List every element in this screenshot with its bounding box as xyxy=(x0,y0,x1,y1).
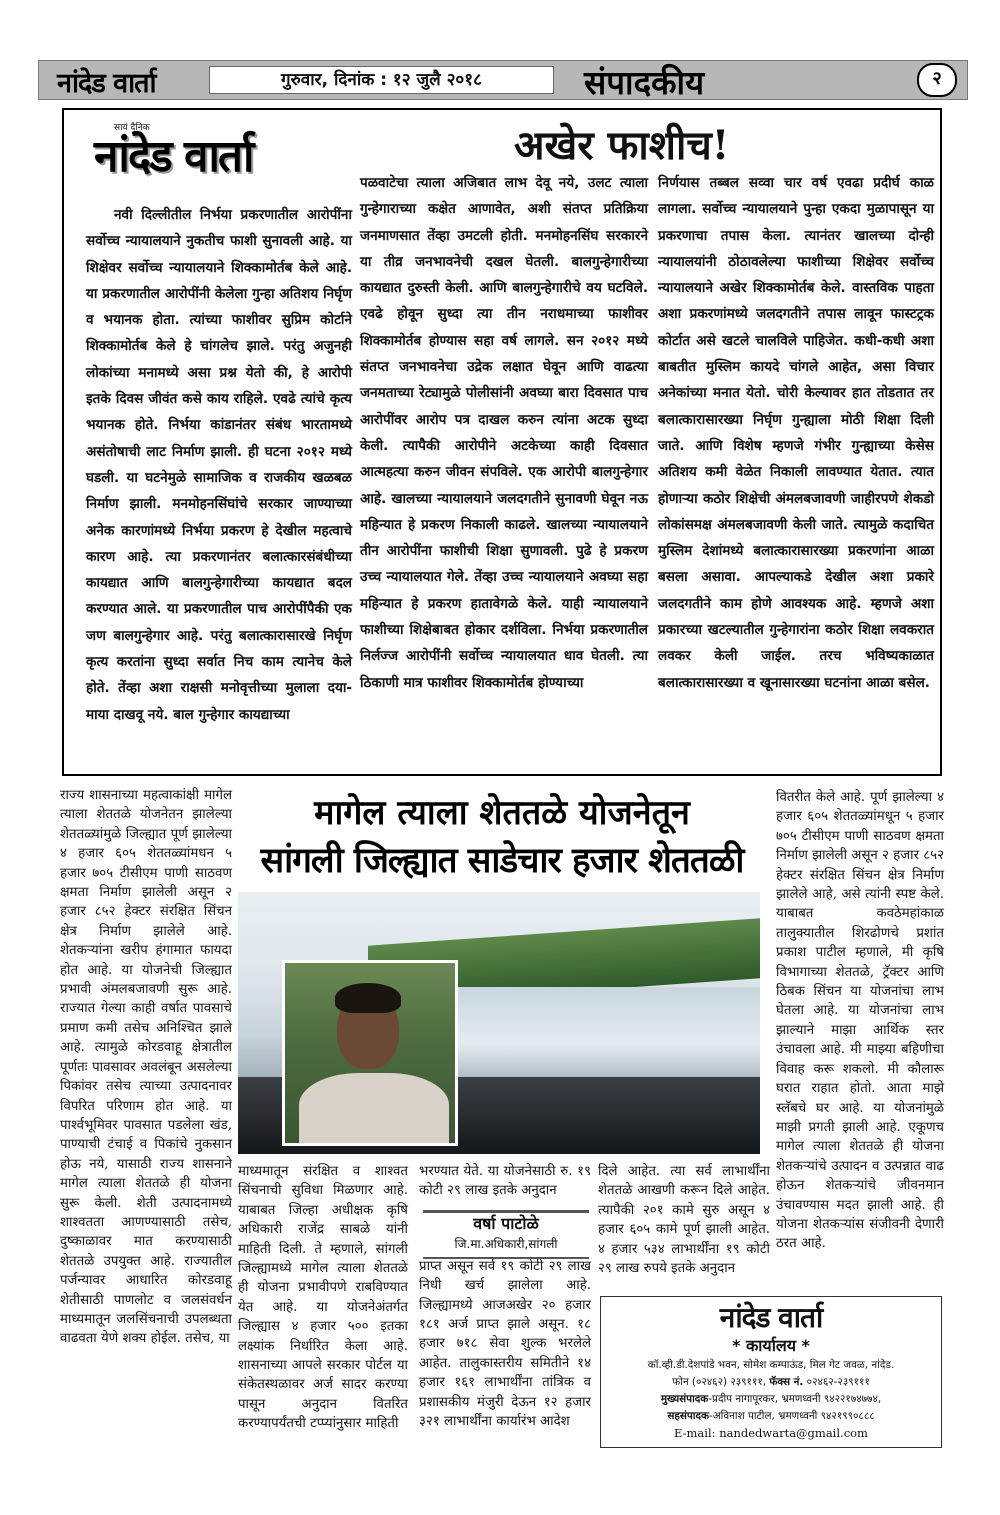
editorial-title: अखेर फाशीच! xyxy=(514,122,730,169)
office-heading: * कार्यालय * xyxy=(732,1336,810,1355)
editor-name: -प्रदीप नागापूरकर, भ्रमणध्वनी ९४२२१७४७७४, xyxy=(708,1393,882,1405)
header-strip xyxy=(38,60,968,100)
article-byline xyxy=(423,1210,589,1259)
editorial-text: पळवाटेचा त्याला अजिबात लाभ देवू नये, उलट त्याला गुन्हेगाराच्या कक्षेत आणावेत, अशी संतप्त प्रतिक्रिया जनमाणसात तेंव्हा उमटली होती. मनमोहनसिंघ सरकारने या तीव्र जनभावनेची दखल घेतली. बालगुन्हेगारीच्या कायद्यात दुरुस्ती केली. आणि बालगुन्हेगारीचे वय घटविले. एवढे होवून सुध्दा त्या तीन नराधमाच्या फाशीवर शिक्कामोर्तब होण्यास सहा वर्ष लागले. सन २०१२ मध्ये संतप्त जनभावनेचा उद्रेक लक्षात घेवून आणि वाढत्या जनमताच्या रेट्यामुळे पोलीसांनी अवघ्या बारा दिवसात पाच आरोपींवर आरोप पत्र दाखल करुन त्यांना अटक सुध्दा केली. त्यापैकी आरोपीने अटकेच्या काही दिवसात आत्महत्या करुन जीवन संपविले. एक आरोपी बालगुन्हेगार आहे. खालच्या न्यायालयाने जलदगतीने सुनावणी घेवून नऊ महिन्यात हे प्रकरण निकाली काढले. खालच्या न्यायालयाने तीन आरोपींना फाशीची शिक्षा सुणावली. पुढे हे प्रकरण उच्च न्यायालयात गेले. तेंव्हा उच्च न्यायालयाने अवघ्या सहा महिन्यात हे प्रकरण हातावेगळे केले. याही न्यायालयाने फाशीच्या शिक्षेबाबत होकार दर्शविला. निर्भया प्रकरणातील निर्लज्ज आरोपींनी सर्वोच्च न्यायालयात धाव घेतली. त्या ठिकाणी मात्र फाशीवर शिक्कामोर्तब होण्याच्या xyxy=(360,175,648,691)
office-logo: नांदेड वार्ता xyxy=(719,1301,823,1334)
coeditor-name: -अविनाश पाटील, भ्रमणध्वनी ९४२१९९०८८८ xyxy=(708,1410,875,1422)
article-text: माध्यमातून संरक्षित व शाश्वत सिंचनाची सुविधा मिळणार आहे. याबाबत जिल्हा अधीक्षक कृषि अधिकारी राजेंद्र साबळे यांनी माहिती दिली. ते म्हणाले, सांगली जिल्ह्यामध्ये मागेल त्याला शेततळे ही योजना प्रभावीपणे राबविण्यात येत आहे. या योजनेअंतर्गत जिल्ह्यास ४ हजार ५०० इतका लक्ष्यांक निर्धारित केला आहे. शासनाच्या आपले सरकार पोर्टल या संकेतस्थळावर अर्ज सादर करण्या पासून अनुदान वितरित करण्यापर्यंतची टप्प्यांनुसार माहिती xyxy=(238,1164,408,1432)
editorial-text: निर्णयास तब्बल सव्वा चार वर्ष एवढा प्रदीर्घ काळ लागला. सर्वोच्च न्यायालयाने पुन्हा एकदा मुळापासून या प्रकरणाचा तपास केला. त्यानंतर खालच्या दोन्ही न्यायालयांनी ठोठावलेल्या फाशीच्या शिक्षेवर सर्वोच्च न्यायालयाने अखेर शिक्कामोर्तब केले. वास्तविक पाहता अशा प्रकरणांमध्ये जलदगतीने तपास लावून फास्टट्रक कोर्टात असे खटले चालविले पाहिजेत. कधी-कधी अशा बाबतीत मुस्लिम कायदे चांगले आहेत, असा विचार अनेकांच्या मनात येतो. चोरी केल्यावर हात तोडतात तर बलात्कारासारख्या निर्घृण गुन्ह्याला मोठी शिक्षा दिली जाते. आणि विशेष म्हणजे गंभीर गुन्ह्याच्या केसेस अतिशय कमी वेळेत निकाली लावण्यात येतात. त्यात होणाऱ्या कठोर शिक्षेची अंमलबजावणी जाहीरपणे शेकडो लोकांसमक्ष अंमलबजावणी केली जाते. त्यामुळे कदाचित मुस्लिम देशांमध्ये बलात्कारासारख्या प्रकरणांना आळा बसला असावा. आपल्याकडे देखील अशा प्रकारे जलदगतीने काम होणे आवश्यक आहे. म्हणजे अशा प्रकारच्या खटल्यातील गुन्हेगारांना कठोर शिक्षा लवकरात लवकर केली जाईल. तरच भविष्यकाळात बलात्कारासारख्या व खूनासारख्या घटनांना आळा बसेल. xyxy=(658,175,934,691)
office-coeditor-line xyxy=(601,1408,941,1425)
article-text: प्राप्त असून सर्व १९ कोटी २९ लाख निधी खर्च झालेला आहे. जिल्ह्यामध्ये आजअखेर २० हजार १८१ अर्ज प्राप्त झाले असून. १८ हजार ७१८ सेवा शुल्क भरलेले आहेत. तालुकास्तरीय समितीने १४ हजार १६१ लाभार्थींना तांत्रिक व प्रशासकीय मंजुरी देऊन १२ हजार ३२१ लाभार्थींना कार्यारंभ आदेश xyxy=(419,1258,591,1430)
phone-number: (०२४६२) २३९१११, xyxy=(691,1376,767,1388)
article-headline-line2: सांगली जिल्ह्यात साडेचार हजार शेततळी xyxy=(260,841,744,881)
office-address: कॉ.व्ही.डी.देशपांडे भवन, सोमेश कम्पाऊंड, मिल गेट जवळ, नांदेड. xyxy=(647,1359,895,1371)
office-info-box xyxy=(600,1296,942,1448)
page-number: २ xyxy=(917,63,957,97)
article-text: वितरीत केले आहे. पूर्ण झालेल्या ४ हजार ६०५ शेततळ्यांमधून ५ हजार ७०५ टीसीएम पाणी साठवण क्षमता निर्माण झालेली असून २ हजार ८५२ हेक्टर संरक्षित सिंचन क्षेत्र निर्माण झालेले आहे, असे त्यांनी स्पष्ट केले. याबाबत कवठेमहांकाळ तालुक्यातील शिरढोणचे प्रशांत प्रकाश पाटील म्हणाले, मी कृषि विभागाच्या शेततळे, ट्रॅक्टर आणि ठिबक सिंचन या योजनांचा लाभ घेतला आहे. या योजनांचा लाभ झाल्याने माझा आर्थिक स्तर उंचावला आहे. मी माझ्या बहिणीचा विवाह करू शकलो. मी कौलारू घरात राहात होतो. आता माझे स्लॅबचे घर आहे. या योजनांमुळे माझी प्रगती झाली आहे. एकूणच मागेल त्याला शेततळे ही योजना शेतकऱ्यांचे उत्पादन व उत्पन्नात वाढ होऊन शेतकऱ्यांचे जीवनमान उंचावण्यास मदत झाली आहे. ही योजना शेतकऱ्यांस संजीवनी देणारी ठरत आहे. xyxy=(776,790,944,1252)
office-email-line xyxy=(601,1425,941,1442)
masthead-logo: नांदेड वार्ता xyxy=(94,131,253,182)
editorial-column-1 xyxy=(86,202,352,728)
article-column-left xyxy=(60,786,232,1349)
editorial-column-2 xyxy=(360,170,648,696)
editorial-column-3 xyxy=(658,170,934,696)
coeditor-label: सहसंपादक xyxy=(667,1410,709,1422)
email-address: nandedwarta@gmail.com xyxy=(719,1426,868,1440)
editor-label: मुख्यसंपादक xyxy=(660,1393,709,1405)
article-text: भरण्यात येते. या योजनेसाठी रु. १९ कोटी २९ लाख इतके अनुदान xyxy=(419,1164,591,1199)
byline-name: वर्षा पाटोळे xyxy=(473,1214,539,1233)
office-editor-line xyxy=(601,1391,941,1408)
email-label: E-mail: xyxy=(674,1426,716,1440)
article-column-mid-2 xyxy=(419,1162,591,1431)
farmer-portrait xyxy=(282,960,458,1146)
phone-label: फोन xyxy=(672,1376,689,1388)
byline-designation: जि.मा.अधिकारी,सांगली xyxy=(454,1237,558,1251)
fax-number: ०२४६२-२३९१११ xyxy=(806,1376,870,1388)
editorial-masthead xyxy=(94,120,334,182)
article-column-mid-3 xyxy=(598,1162,770,1278)
office-contact-line xyxy=(601,1374,941,1391)
article-column-mid-1 xyxy=(238,1162,408,1434)
masthead-tagline: सायं दैनिक xyxy=(114,123,150,133)
section-title: संपादकीय xyxy=(584,63,705,102)
portrait-hair xyxy=(335,983,401,1013)
issue-date: गुरुवार, दिनांक : १२ जुलै २०१८ xyxy=(209,66,554,94)
portrait-body xyxy=(299,1073,449,1146)
article-headline-line1: मागेल त्याला शेततळे योजनेतून xyxy=(314,793,690,833)
editorial-box xyxy=(62,108,942,776)
editorial-text: नवी दिल्लीतील निर्भया प्रकरणातील आरोपींना सर्वोच्च न्यायालयाने नुकतीच फाशी सुनावली आहे. या शिक्षेवर सर्वोच्च न्यायालयाने शिक्कामोर्तब केले आहे. या प्रकरणातील आरोपींनी केलेला गुन्हा अतिशय निर्घृण व भयानक होता. त्यांच्या फाशीवर सुप्रिम कोर्टाने शिक्कामोर्तब केले हे चांगलेच झाले. परंतु अजुनही लोकांच्या मनामध्ये असा प्रश्न येतो की, हे आरोपी इतके दिवस जीवंत कसे काय राहिले. एवढे त्यांचे कृत्य भयानक होते. निर्भया कांडानंतर संबंध भारतामध्ये असंतोषाची लाट निर्माण झाली. ही घटना २०१२ मध्ये घडली. या घटनेमुळे सामाजिक व राजकीय खळबळ निर्माण झाली. मनमोहनसिंघांचे सरकार जाण्याच्या अनेक कारणांमध्ये निर्भया प्रकरण हे देखील महत्वाचे कारण आहे. त्या प्रकरणानंतर बलात्कारसंबंधीच्या कायद्यात आणि बालगुन्हेगारीच्या कायद्यात बदल करण्यात आले. या प्रकरणातील पाच आरोपींपैकी एक जण बालगुन्हेगार आहे. परंतु बलात्कारासारखे निर्घृण कृत्य करतांना सुध्दा सर्वात निच काम त्यानेच केले होते. तेंव्हा अशा राक्षसी मनोवृत्तीच्या मुलाला दया-माया दाखवू नये. बाल गुन्हेगार कायद्याच्या xyxy=(86,207,352,723)
article-text: राज्य शासनाच्या महत्वाकांक्षी मागेल त्याला शेततळे योजनेतन झालेल्या शेततळ्यांमुळे जिल्ह्यात पूर्ण झालेल्या ४ हजार ६०५ शेततळ्यांमधन ५ हजार ७०५ टीसीएम पाणी साठवण क्षमता निर्माण झालेली असून २ हजार ८५२ हेक्टर संरक्षित सिंचन क्षेत्र निर्माण झालेले आहे. शेतकऱ्यांना खरीप हंगामात फायदा होत आहे. या योजनेची जिल्ह्यात प्रभावी अंमलबजावणी सुरू आहे. राज्यात गेल्या काही वर्षात पावसाचे प्रमाण कमी तसेच अनिश्चित झाले आहे. त्यामुळे कोरडवाहू क्षेत्रातील पूर्णतः पावसावर अवलंबून असलेल्या पिकांवर तसेच त्याच्या उत्पादनावर विपरित परिणाम होत आहे. या पार्श्वभूमिवर पावसात पडलेला खंड, पाण्याची टंचाई व पिकांचे नुकसान होऊ नये, यासाठी राज्य शासनाने मागेल त्याला शेततळे ही योजना सुरू केली. शेती उत्पादनामध्ये शाश्वतता आणण्यासाठी तसेच, दुष्काळावर मात करण्यासाठी शेततळे उपयुक्त आहे. राज्यातील पर्जन्यावर आधारित कोरडवाहू शेतीसाठी पाणलोट व जलसंवर्धन माध्यमातून जलसिंचनाची उपलब्धता वाढवता येणे शक्य होईल. तसेच, या xyxy=(60,788,232,1347)
fax-label: फॅक्स नं. xyxy=(769,1376,804,1388)
article-text: दिले आहेत. त्या सर्व लाभार्थींना शेततळे आखणी करून दिले आहेत. त्यापैकी २०१ कामे सुरु असून ४ हजार ६०५ कामे पूर्ण झाली आहेत. ४ हजार ५३४ लाभार्थींना १९ कोटी २९ लाख रुपये इतके अनुदान xyxy=(598,1164,770,1277)
article-column-right xyxy=(776,788,944,1254)
paper-name: नांदेड वार्ता xyxy=(57,68,156,99)
